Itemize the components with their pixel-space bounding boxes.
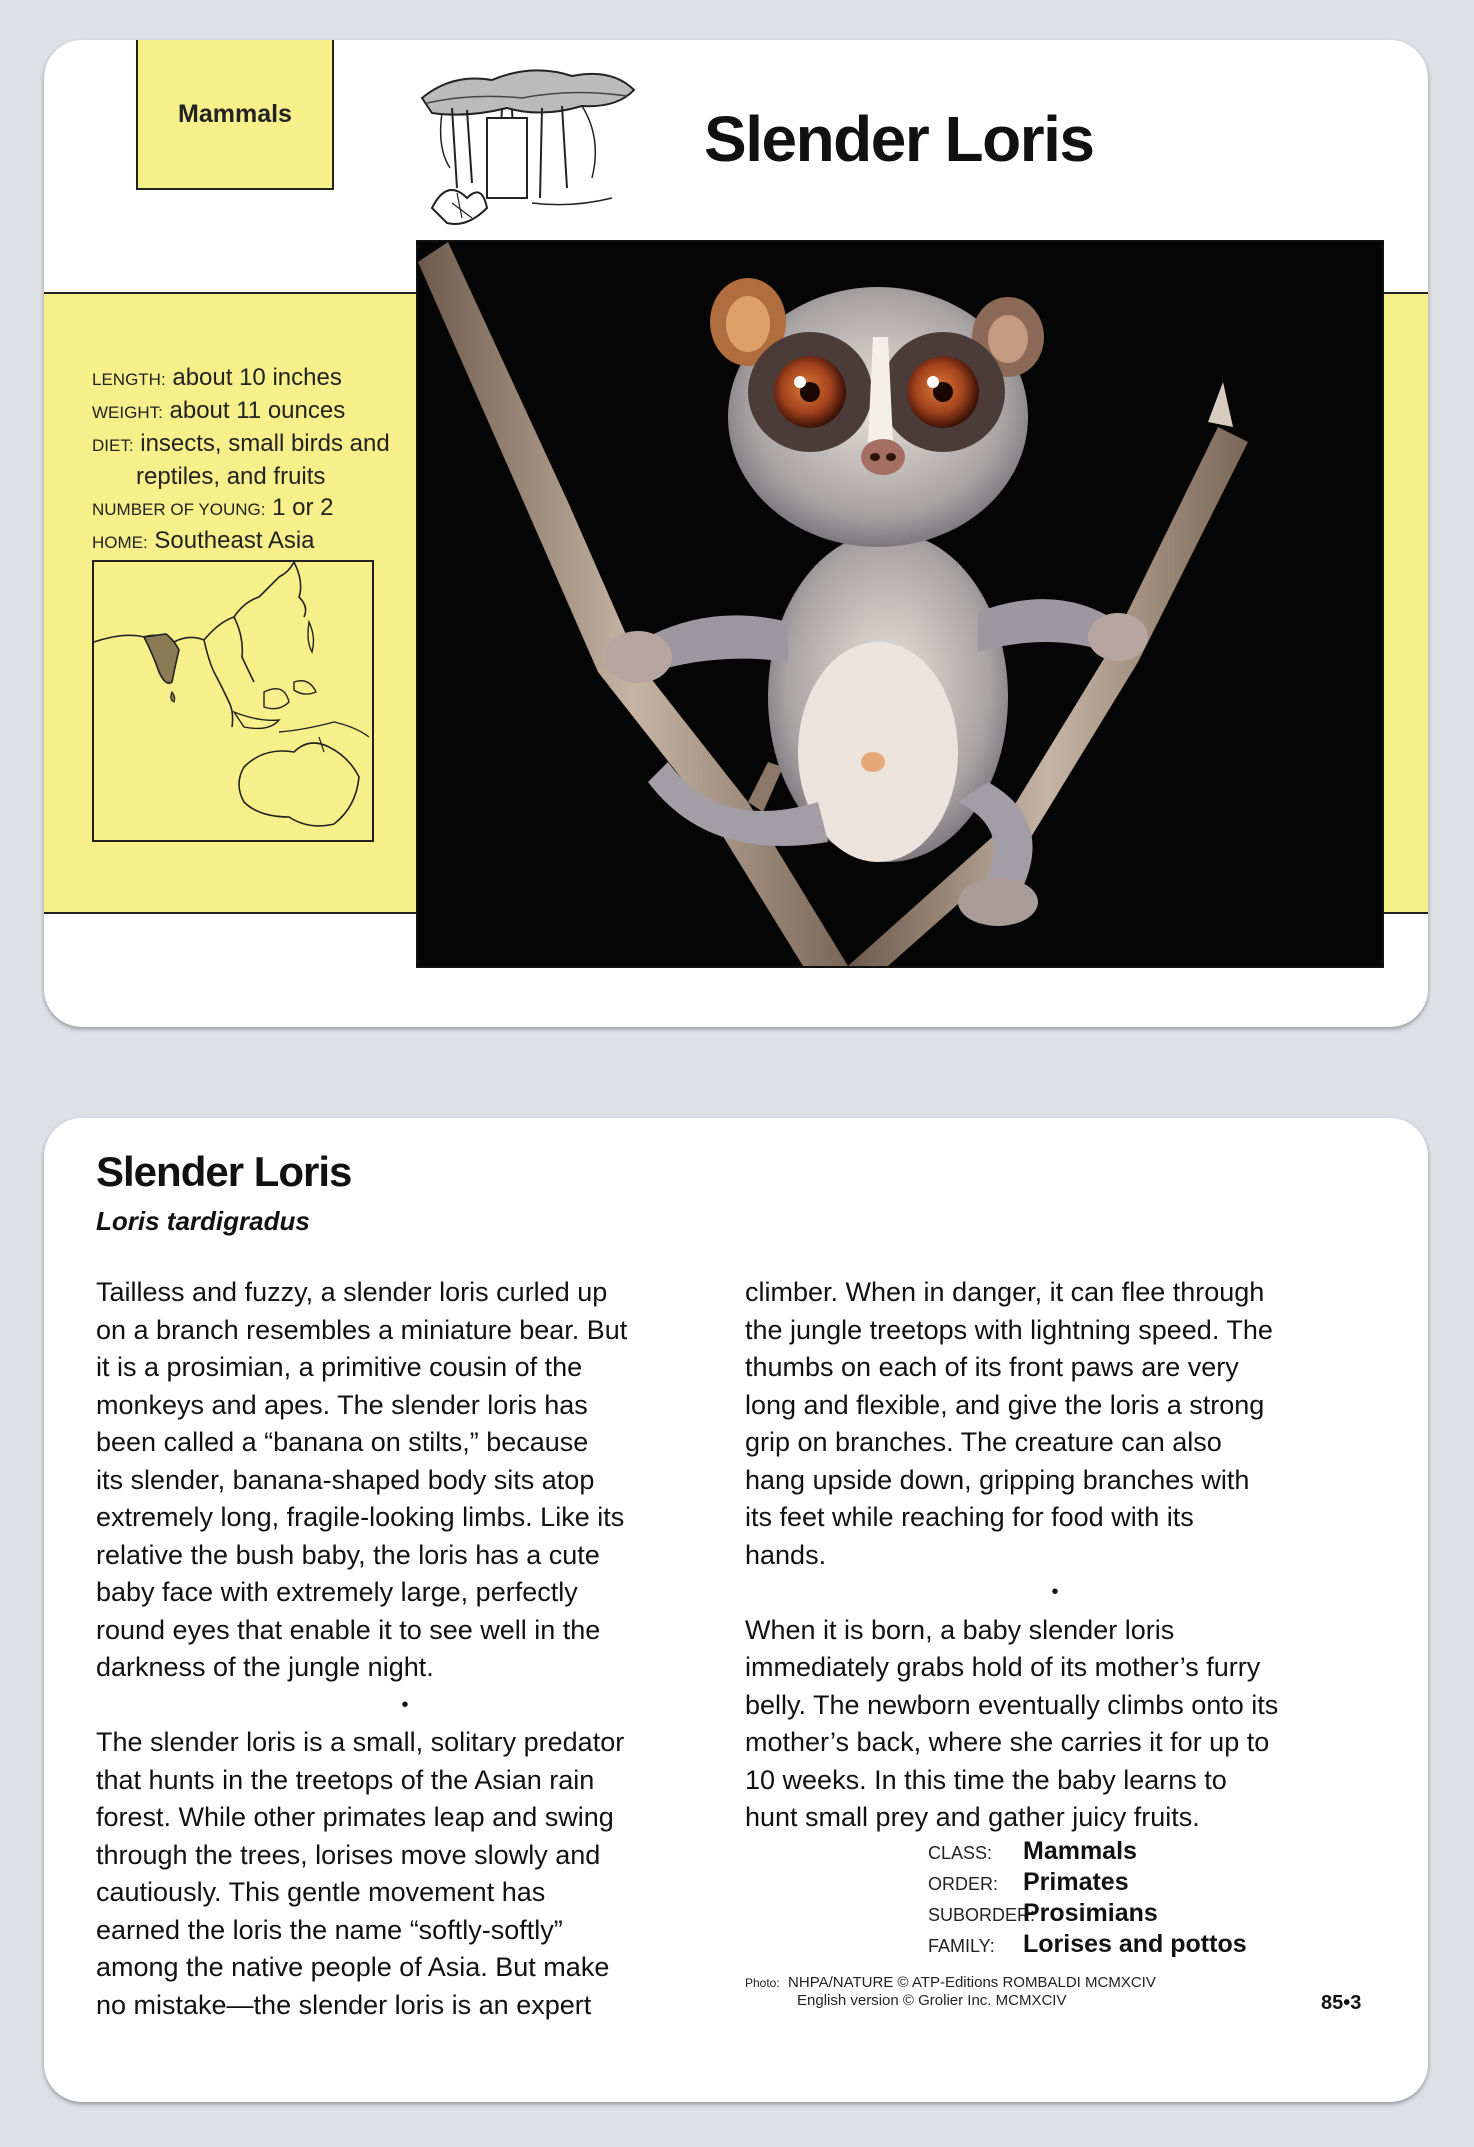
rainforest-tree-icon	[412, 58, 642, 233]
southeast-asia-map	[94, 562, 372, 840]
photo-credit: Photo: NHPA/NATURE © ATP-Editions ROMBALDI MCMXCIV	[745, 1974, 1156, 1991]
range-map	[92, 560, 374, 842]
fact-diet: DIET: insects, small birds and reptiles, and fruits	[92, 430, 390, 490]
english-credit: English version © Grolier Inc. MCMXCIV	[797, 1992, 1067, 2009]
text-column-right	[745, 1274, 1365, 1837]
category-label: Mammals	[178, 99, 292, 128]
fact-length: LENGTH: about 10 inches	[92, 364, 342, 391]
credits	[745, 1974, 1156, 2010]
card-title: Slender Loris	[704, 103, 1094, 175]
category-box	[136, 40, 334, 190]
bullet-divider: •	[401, 1693, 409, 1716]
loris-photo	[416, 240, 1384, 968]
fact-home: HOME: Southeast Asia	[92, 527, 315, 554]
class-row: CLASS: Mammals	[928, 1837, 1137, 1865]
paragraph: The slender loris is a small, solitary predator that hunts in the treetops of the Asian rain forest. While other primates leap and swing through the trees, lorises move slowly and cautiously. This gentle movement has earned the loris the name “softly-softly” among the native people of Asia. But make no mistake—the slender loris is an expert	[96, 1727, 625, 2020]
order-row: ORDER: Primates	[928, 1868, 1129, 1896]
classification-table	[928, 1836, 1247, 1960]
card-number: 85•3	[1321, 1992, 1362, 2014]
suborder-row: SUBORDER: Prosimians	[928, 1899, 1158, 1927]
scientific-name: Loris tardigradus	[96, 1206, 310, 1236]
fact-young: NUMBER OF YOUNG: 1 or 2	[92, 494, 334, 521]
back-card	[44, 1118, 1428, 2102]
fact-weight: WEIGHT: about 11 ounces	[92, 397, 346, 424]
paragraph: When it is born, a baby slender loris immediately grabs hold of its mother’s furry belly. The newborn eventually climbs onto its mother’s back, where she carries it for up to 10 weeks. In this time the baby learns to hunt small prey and gather juicy fruits.	[745, 1614, 1279, 1832]
facts-list	[92, 362, 422, 558]
front-card	[44, 40, 1428, 1027]
loris-photo-illustration	[418, 242, 1382, 966]
back-title: Slender Loris	[96, 1148, 352, 1195]
paragraph: Tailless and fuzzy, a slender loris curled up on a branch resembles a miniature bear. But it is a prosimian, a primitive cousin of the monkeys and apes. The slender loris has been called a “banana on stilts,” because its slender, banana-shaped body sits atop extremely long, fragile-looking limbs. Like its relative the bush baby, the loris has a cute baby face with extremely large, perfectly round eyes that enable it to see well in the darkness of the jungle night.	[96, 1277, 628, 1682]
paragraph: climber. When in danger, it can flee through the jungle treetops with lightning speed. The thumbs on each of its front paws are very long and flexible, and give the loris a strong grip on branches. The creature can also hang upside down, gripping branches with its feet while reaching for food with its hands.	[745, 1277, 1273, 1570]
family-row: FAMILY: Lorises and pottos	[928, 1930, 1247, 1958]
bullet-divider: •	[1051, 1581, 1059, 1603]
text-column-left	[96, 1274, 714, 2024]
